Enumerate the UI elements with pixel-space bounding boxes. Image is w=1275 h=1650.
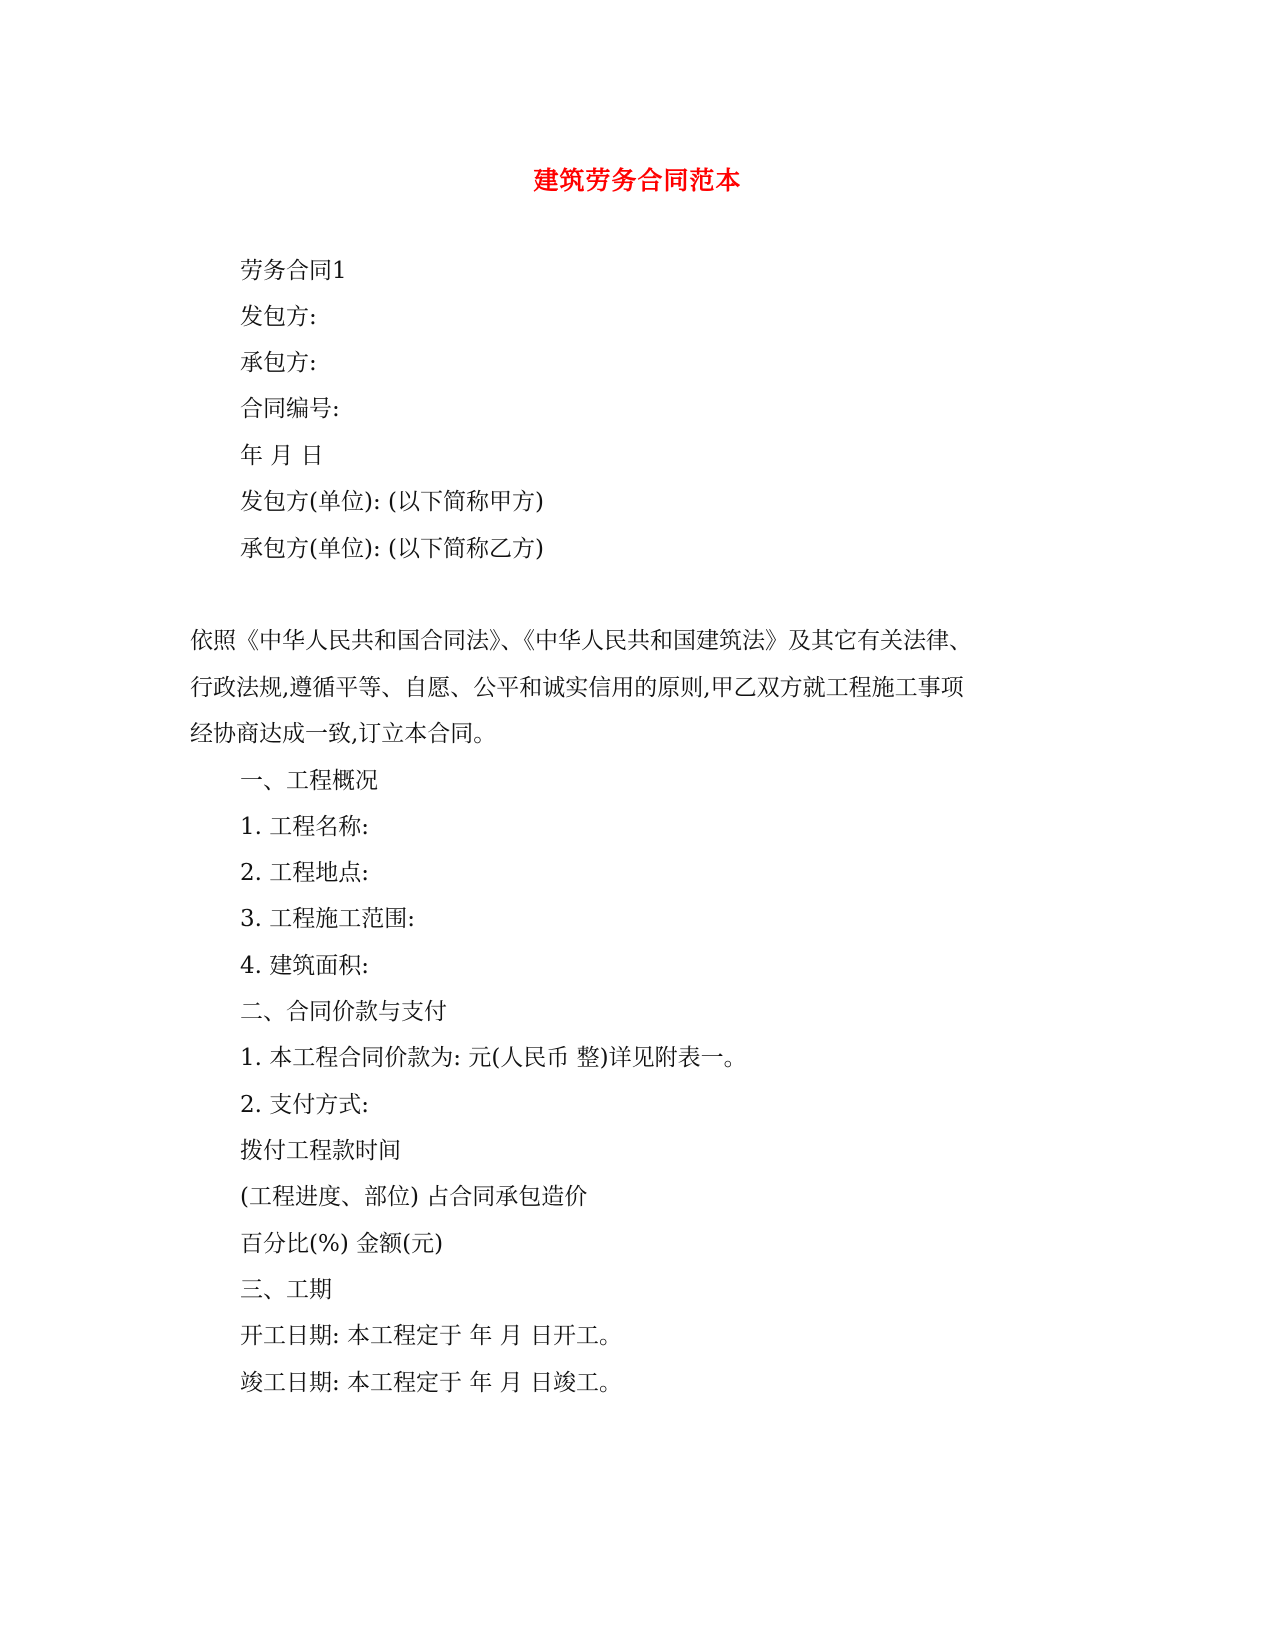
- preamble-line: 依照《中华人民共和国合同法》、《中华人民共和国建筑法》及其它有关法律、: [190, 628, 972, 654]
- section-heading: 一、工程概况: [240, 768, 378, 794]
- clause-line: 4. 建筑面积:: [240, 953, 370, 979]
- clause-line: 1. 工程名称:: [240, 814, 370, 840]
- party-b-line: 承包方(单位): (以下简称乙方): [240, 536, 544, 562]
- clause-line: 1. 本工程合同价款为: 元(人民币 整)详见附表一。: [240, 1045, 747, 1071]
- clause-line: 拨付工程款时间: [240, 1138, 401, 1164]
- party-a-line: 发包方(单位): (以下简称甲方): [240, 489, 544, 515]
- contract-label: 劳务合同1: [240, 258, 347, 284]
- clause-line: 百分比(%) 金额(元): [240, 1231, 444, 1257]
- clause-line: 开工日期: 本工程定于 年 月 日开工。: [240, 1323, 622, 1349]
- date-field: 年 月 日: [240, 443, 324, 469]
- clause-line: 2. 支付方式:: [240, 1092, 370, 1118]
- section-heading: 三、工期: [240, 1277, 332, 1303]
- section-heading: 二、合同价款与支付: [240, 999, 447, 1025]
- clause-line: 2. 工程地点:: [240, 860, 370, 886]
- preamble-line: 行政法规,遵循平等、自愿、公平和诚实信用的原则,甲乙双方就工程施工事项: [190, 675, 964, 701]
- preamble-line: 经协商达成一致,订立本合同。: [190, 721, 497, 747]
- contractor-field: 承包方:: [240, 350, 317, 376]
- contract-number-field: 合同编号:: [240, 396, 340, 422]
- employer-field: 发包方:: [240, 304, 317, 330]
- document-title: 建筑劳务合同范本: [533, 166, 742, 195]
- clause-line: 竣工日期: 本工程定于 年 月 日竣工。: [240, 1370, 622, 1396]
- clause-line: (工程进度、部位) 占合同承包造价: [240, 1184, 588, 1210]
- clause-line: 3. 工程施工范围:: [240, 906, 416, 932]
